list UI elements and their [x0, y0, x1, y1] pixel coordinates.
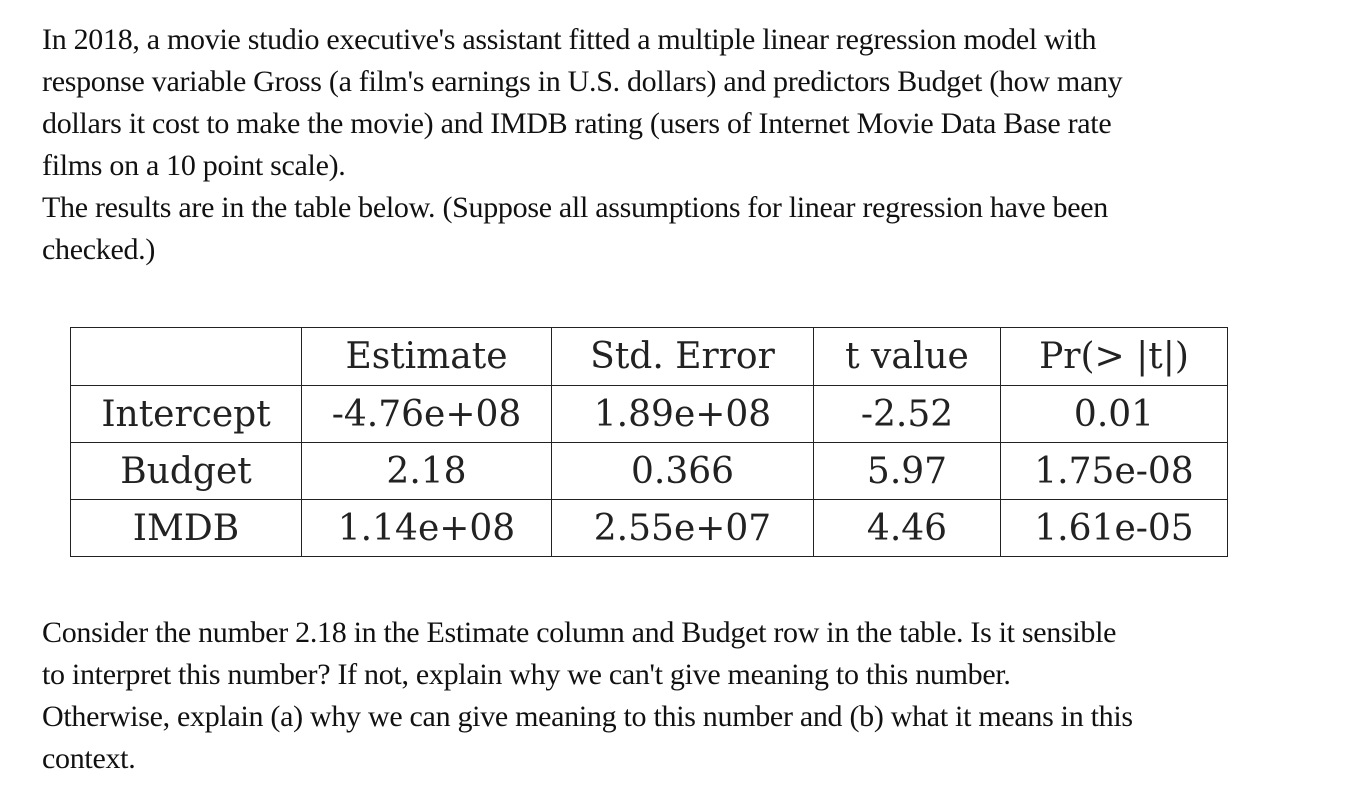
question-line: to interpret this number? If not, explain why we can't give meaning to this number.: [42, 658, 1011, 691]
std-error-cell: 0.366: [552, 443, 814, 500]
table-row: [71, 386, 1228, 443]
problem-statement-line: dollars it cost to make the movie) and IMDB rating (users of Internet Movie Data Base rate: [42, 107, 1112, 140]
table-row: [71, 500, 1228, 557]
header-cell-p-value: Pr(> |t|): [1001, 328, 1228, 386]
table-row: [71, 443, 1228, 500]
problem-statement-line: response variable Gross (a film's earnings in U.S. dollars) and predictors Budget (how many: [42, 65, 1123, 98]
question-line: context.: [42, 742, 136, 775]
problem-statement-line: films on a 10 point scale).: [42, 149, 346, 182]
problem-statement-line: The results are in the table below. (Suppose all assumptions for linear regression have been: [42, 191, 1108, 224]
question-line: Consider the number 2.18 in the Estimate column and Budget row in the table. Is it sensible: [42, 616, 1117, 649]
row-label: IMDB: [71, 500, 302, 557]
p-value-cell: 1.61e-05: [1001, 500, 1228, 557]
problem-statement-line: checked.): [42, 233, 156, 266]
estimate-cell: -4.76e+08: [302, 386, 552, 443]
estimate-cell: 1.14e+08: [302, 500, 552, 557]
header-cell-std-error: Std. Error: [552, 328, 814, 386]
t-value-cell: 5.97: [814, 443, 1001, 500]
p-value-cell: 0.01: [1001, 386, 1228, 443]
header-cell-blank: [71, 328, 302, 386]
t-value-cell: 4.46: [814, 500, 1001, 557]
header-cell-estimate: Estimate: [302, 328, 552, 386]
estimate-cell: 2.18: [302, 443, 552, 500]
t-value-cell: -2.52: [814, 386, 1001, 443]
problem-statement-line: In 2018, a movie studio executive's assistant fitted a multiple linear regression model with: [42, 23, 1097, 56]
header-cell-t-value: t value: [814, 328, 1001, 386]
question-line: Otherwise, explain (a) why we can give meaning to this number and (b) what it means in this: [42, 700, 1133, 733]
problem-statement: [42, 19, 1322, 271]
std-error-cell: 1.89e+08: [552, 386, 814, 443]
row-label: Budget: [71, 443, 302, 500]
row-label: Intercept: [71, 386, 302, 443]
table-header-row: [71, 328, 1228, 386]
std-error-cell: 2.55e+07: [552, 500, 814, 557]
p-value-cell: 1.75e-08: [1001, 443, 1228, 500]
question-prompt: [42, 612, 1322, 780]
regression-results-table: [70, 327, 1228, 557]
